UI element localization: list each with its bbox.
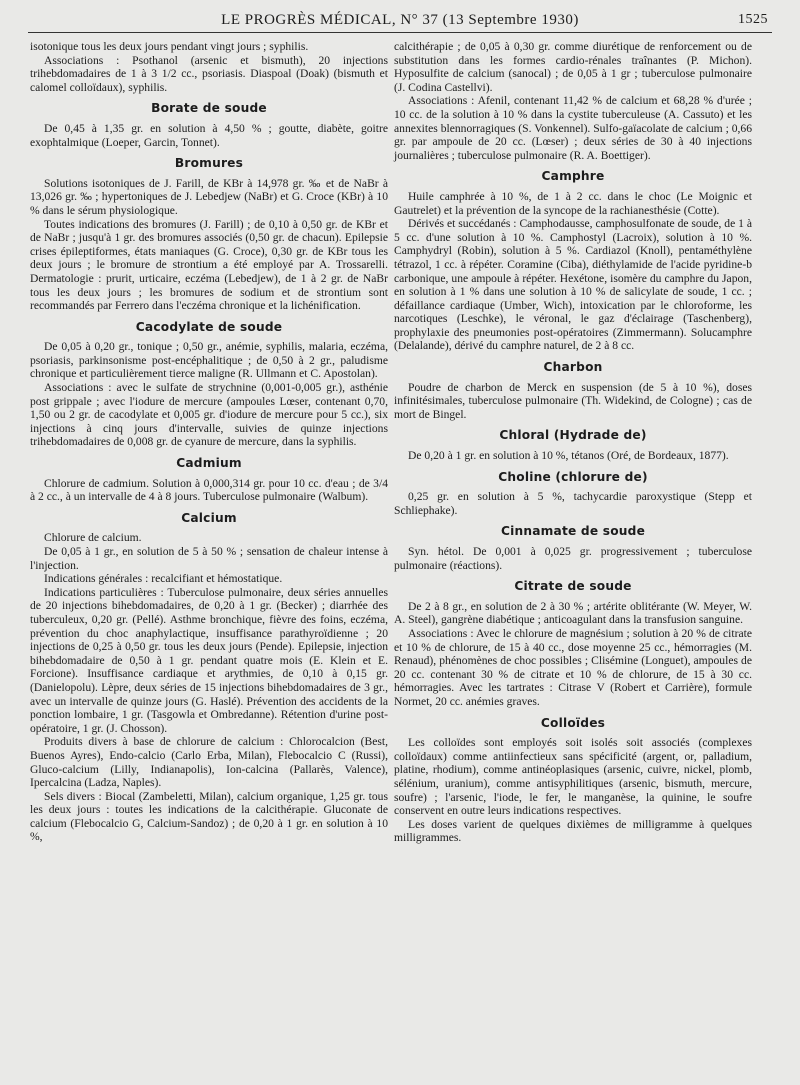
left-paragraph: De 0,05 à 0,20 gr., tonique ; 0,50 gr., anémie, syphilis, malaria, eczéma, psoriasis, parkinsonisme post-encéphalitique ; de 0,50 à 2 gr., paludisme chronique et particulièrement tierce maligne (R. Ullmann et C. Apostolan). [30, 340, 388, 381]
left-section-heading: Bromures [174, 156, 244, 171]
left-paragraph: Associations : avec le sulfate de strychnine (0,001-0,005 gr.), asthénie post grippale ; avec l'iodure de mercure (ampoules Lœser, contenant 0,70, 1,50 ou 2 gr. de cacodylate et 0,005 gr. d'iodure de mercure pour 5 cc.), six injections à cinq jours d'intervalle, suivies de quinze injections trihebdomadaires de 0,008 gr. de cyanure de mercure, dans la syphilis. [30, 381, 388, 449]
page-number: 1525 [738, 12, 768, 27]
left-column [30, 40, 388, 844]
right-column [394, 40, 752, 845]
page-header [28, 10, 772, 33]
right-paragraph: Associations : Avec le chlorure de magnésium ; solution à 20 % de citrate et 10 % de chlorure, de 15 à 40 cc., dose moyenne 25 cc., hémorragies (M. Renaud), phénomènes de choc possibles ; Clisémine (Longuet), ampoules de 20 cc. contenant 30 % de citrate et 10 % de chlorure, de 15 à 30 cc. hémorragies. Avec les tartrates : Citrase V (Robert et Carrière), formule Normet, 20 cc. anémies graves. [394, 626, 752, 708]
left-paragraph: De 0,05 à 1 gr., en solution de 5 à 50 % ; sensation de chaleur intense à l'injection. [30, 545, 388, 572]
left-section-heading: Borate de soude [151, 101, 267, 116]
running-title: LE PROGRÈS MÉDICAL, N° 37 (13 Septembre 1930) [221, 12, 579, 28]
right-paragraph: Dérivés et succédanés : Camphodausse, camphosulfonate de soude, de 1 à 5 cc. d'une solution à 10 %. Camphostyl (Lacroix), solution à 10 %. Camphydryl (Robin), solution à 5 %. Cardiazol (Knoll), pentaméthylène tétrazol, 1 cc. à répéter. Coramine (Ciba), diéthylamide de l'acide pyridine-b carbonique, une ampoule à répéter. Hexétone, isomère du camphre du Japon, en solution à 1 % dans une solution à 10 % de salicylate de soude, 1 cc. ; défaillance cardiaque (Umber, Wich), intoxication par le chloroforme, les narcotiques (Leschke), le véronal, le gaz d'éclairage (Taschenberg), prophylaxie des pneumonies post-opératoires (Zimmermann). Solucamphre (Delalande), dérivé du camphre naturel, de 2 à 8 cc. [394, 217, 752, 353]
right-paragraph: Les colloïdes sont employés soit isolés soit associés (complexes colloïdaux) comme antiinfectieux sans spécificité (argent, or, palladium, platine, rhodium), comme antinéoplasiques (arsenic, cuivre, nickel, plomb, sélénium, uranium), comme antisyphilitiques (arsenic, bismuth, mercure, soufre) ; l'arsenic, l'iode, le fer, le manganèse, la quinine, le soufre conservent en outre leurs indications respectives. [394, 736, 752, 818]
right-section-heading: Charbon [543, 360, 603, 375]
right-paragraph: Huile camphrée à 10 %, de 1 à 2 cc. dans le choc (Le Moignic et Gautrelet) et la prévention de la syncope de la rachianesthésie (Cotte). [394, 189, 752, 217]
left-paragraph: De 0,45 à 1,35 gr. en solution à 4,50 % ; goutte, diabète, goitre exophtalmique (Loeper, Garcin, Tonnet). [30, 121, 388, 149]
right-paragraph: Les doses varient de quelques dixièmes de milligramme à quelques milligrammes. [394, 817, 752, 845]
left-paragraph: Sels divers : Biocal (Zambeletti, Milan), calcium organique, 1,25 gr. tous les deux jours : toutes les indications de la calcithérapie. Gluconate de calcium (Flebocalcio G, Calcium-Sandoz) ; de 0,20 à 1 gr. en solution à 10 %, [30, 789, 388, 844]
left-paragraph: isotonique tous les deux jours pendant vingt jours ; syphilis. [30, 40, 309, 53]
right-section-heading: Camphre [541, 169, 605, 184]
right-paragraph: De 0,20 à 1 gr. en solution à 10 %, tétanos (Oré, de Bordeaux, 1877). [408, 449, 729, 463]
right-paragraph: Poudre de charbon de Merck en suspension (de 5 à 10 %), doses infinitésimales, tuberculose pulmonaire (Th. Widekind, de Cologne) ; cas de mort de Bingel. [394, 380, 752, 421]
right-paragraph: calcithérapie ; de 0,05 à 0,30 gr. comme diurétique de renforcement ou de substitution dans les formes cardio-rénales traînantes (P. Michon). Hyposulfite de calcium (sanocal) ; de 0,05 à 1 gr ; tuberculose pulmonaire (J. Codina Castellvi). [394, 40, 752, 94]
right-paragraph: De 2 à 8 gr., en solution de 2 à 30 % ; artérite oblitérante (W. Meyer, W. A. Steel), gangrène diabétique ; anticoagulant dans la transfusion sanguine. [394, 599, 752, 627]
right-section-heading: Colloïdes [540, 715, 606, 730]
right-paragraph: 0,25 gr. en solution à 5 %, tachycardie paroxystique (Stepp et Schliephake). [394, 490, 752, 517]
left-section-heading: Cadmium [176, 456, 242, 471]
right-paragraph: Associations : Afenil, contenant 11,42 % de calcium et 68,28 % d'urée ; 10 cc. de la solution à 10 % dans la cystite tuberculeuse (A. Cassuto) et les annexites blennorragiques (S. Vonkennel). Sulfo-gaïacolate de calcium ; 0,66 gr. par ampoule de 20 cc. (Lœser) ; deux séries de 30 à 40 injections journalières ; tuberculose pulmonaire (R. A. Boettiger). [394, 94, 752, 162]
right-paragraph: Syn. hétol. De 0,001 à 0,025 gr. progressivement ; tuberculose pulmonaire (réactions). [394, 545, 752, 572]
right-section-heading: Citrate de soude [514, 579, 632, 594]
left-paragraph: Chlorure de cadmium. Solution à 0,000,314 gr. pour 10 cc. d'eau ; de 3/4 à 2 cc., à un intervalle de 4 à 8 jours. Tuberculose pulmonaire (Walbum). [30, 476, 388, 504]
left-section-heading: Calcium [181, 510, 237, 525]
right-section-heading: Cinnamate de soude [500, 524, 646, 539]
right-section-heading: Chloral (Hydrade de) [499, 428, 647, 443]
left-paragraph: Indications générales : recalcifiant et hémostatique. [44, 572, 283, 586]
left-section-heading: Cacodylate de soude [135, 319, 283, 334]
left-paragraph: Produits divers à base de chlorure de calcium : Chlorocalcion (Best, Buenos Ayres), Endo-calcio (Carlo Erba, Milan), Flebocalcio C (Russi), Gluco-calcium (Lilly, Indianapolis), Ion-calcina (Pallarès, Valence), Ipercalcina (Ladza, Naples). [30, 735, 388, 790]
left-paragraph: Chlorure de calcium. [44, 531, 142, 545]
left-paragraph: Toutes indications des bromures (J. Farill) ; de 0,10 à 0,50 gr. de KBr et de NaBr ; jusqu'à 1 gr. des bromures associés (0,50 gr. de chacun). Epilepsie crises épileptiformes, états maniaques (G. Croce), 0,30 gr. de KBr tous les deux jours ; le bromure de strontium a été employé par A. Trossarelli. Dermatologie : prurit, urticaire, eczéma (Lebedjew), de 1 à 2 gr. de NaBr tous les deux jours ; les bromures de sodium et de strontium sont recommandés par Ferrero dans l'eczéma chronique et la lichénification. [30, 217, 388, 313]
left-paragraph: Solutions isotoniques de J. Farill, de KBr à 14,978 gr. ‰ et de NaBr à 13,026 gr. ‰ ; hypertoniques de J. Lebedjew (NaBr) et G. Croce (KBr) à 10 % dans le sérum physiologique. [30, 176, 388, 217]
right-section-heading: Choline (chlorure de) [498, 469, 648, 484]
left-paragraph: Indications particulières : Tuberculose pulmonaire, deux séries annuelles de 20 injections bihebdomadaires, de 0,20 à 1 gr. (Becker) ; diarrhée des tuberculeux, 0,20 gr. (Pellé). Asthme bronchique, fièvre des foins, eczéma, prévention du choc anaphylactique, insuffisance parathyroïdienne ; 20 injections de 0,25 à 0,50 gr. tous les deux jours (Pende). Epilepsie, injection bihebdomadaire de 0,50 à 1 gr. pendant quatre mois (E. Klein et E. Forcione). Insuffisance cardiaque et arythmies, de 0,10 à 0,15 gr. (Danielopolu). Lèpre, deux séries de 15 injections bihebdomadaires de 3 gr., avec un intervalle de quinze jours (G. Haslé). Prévention des accidents de la ponction lombaire, 1 gr. (Tasgowla et Ombredanne). Rétention d'urine post-opératoire, 1 gr. (J. Chosson). [30, 585, 388, 735]
left-paragraph: Associations : Psothanol (arsenic et bismuth), 20 injections trihebdomadaires de 1 à 3 1/2 cc., psoriasis. Diaspoal (Doak) (bismuth et calomel colloïdaux), syphilis. [30, 53, 388, 94]
